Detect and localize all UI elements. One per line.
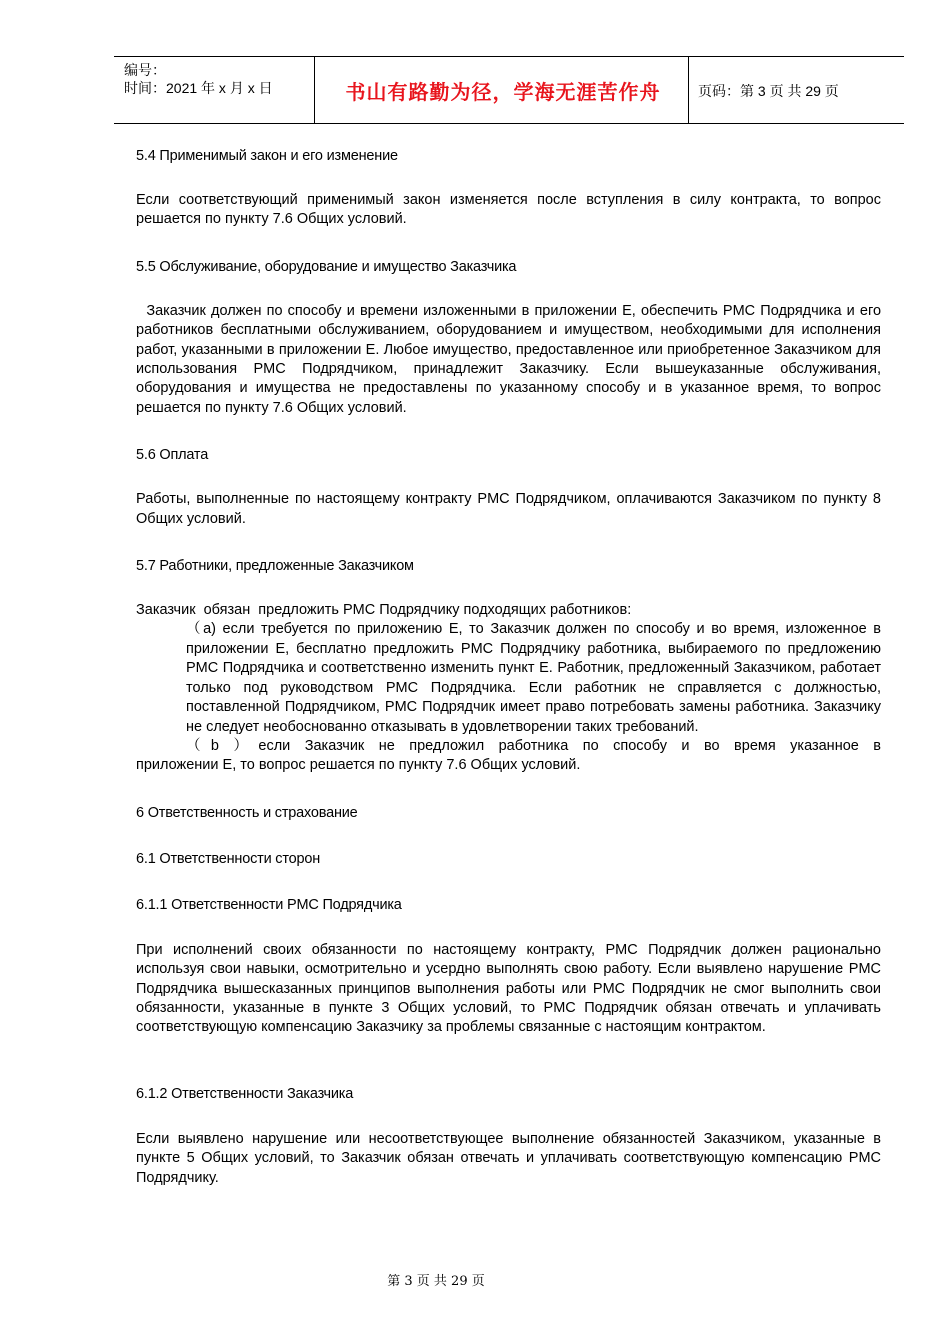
section-6-1-2-title: 6.1.2 Ответственности Заказчика: [136, 1085, 354, 1102]
section-5-6-title: 5.6 Оплата: [136, 447, 209, 464]
section-6-1-1-title: 6.1.1 Ответственности PMC Подрядчика: [136, 896, 402, 913]
header-table: [114, 56, 904, 124]
section-6-1-title: 6.1 Ответственности сторон: [136, 850, 321, 867]
section-5-7-title: 5.7 Работники, предложенные Заказчиком: [136, 558, 414, 575]
header-divider: [688, 57, 689, 123]
section-5-4-text: Если соответствующий применимый закон изменяется после вступления в силу контракта, то вопрос решается по пункту 7.6 Общих условий.: [136, 192, 881, 228]
time-label: 时间：2021 年 x 月 x 日: [124, 80, 273, 96]
section-6-title: 6 Ответственность и страхование: [136, 804, 358, 821]
section-6-1-2-text: Если выявлено нарушение или несоответствующее выполнение обязанностей Заказчиком, указанные в пункте 5 Общих условий, то Заказчик обязан отвечать и уплачивать соответствующую компенсацию PMC Подрядчику.: [136, 1130, 881, 1186]
section-5-4-title: 5.4 Применимый закон и его изменение: [136, 148, 398, 164]
header-page-label: 页码：第 3 页 共 29 页: [698, 83, 839, 99]
section-5-7-item-b-rest: приложении Е, то вопрос решается по пункту 7.6 Общих условий.: [136, 757, 581, 774]
section-5-7-intro: Заказчик обязан предложить PMC Подрядчику подходящих работников:: [136, 602, 632, 619]
number-label: 编号：: [124, 62, 166, 78]
section-5-6-text: Работы, выполненные по настоящему контракту PMC Подрядчиком, оплачиваются Заказчиком по пункту 8 Общих условий.: [136, 491, 881, 527]
section-5-5-text: Заказчик должен по способу и времени изложенными в приложении Е, обеспечить PMC Подрядчика и его работников бесплатными обслуживанием, оборудованием и имуществом, необходимыми для исполнения работ, указанными в приложении Е. Любое имущество, предоставленное или приобретенное Заказчиком для использования PMC Подрядчиком, принадлежит Заказчику. Если вышеуказанные обслуживания, оборудования и имущества не предоставлены по указанному способу и в указанное время, то вопрос решается по пункту 7.6 Общих условий.: [136, 302, 886, 416]
document-body: [136, 146, 886, 1188]
section-5-7-item-b-first: （b ）если Заказчик не предложил работника по способу и во время указанное в: [186, 737, 881, 754]
section-6-1-1-text: При исполнений своих обязанности по настоящему контракту, PMC Подрядчик должен рационально используя свои навыки, осмотрительно и усердно выполнять свою работу. Если выявлено нарушение PMC Подрядчика вышесказанных принципов выполнения работы или PMC Подрядчик не смог выполнить свои обязанности, указанные в пункте 3 Общих условий, то PMC Подрядчик обязан отвечать и уплачивать соответствующую компенсацию Заказчику за проблемы связанные с настоящим контрактом.: [136, 941, 881, 1036]
header-divider: [314, 57, 315, 123]
header-meta: [124, 61, 273, 97]
page-footer: 第 3 页 共 29 页: [387, 1274, 485, 1289]
section-5-7-item-a: （a) если требуется по приложению Е, то Заказчик должен по способу и во время, изложенное в приложении Е, бесплатно предложить PMC Подрядчику работника, выбираемого по предложению PMC Подрядчика и соответственно изменить пункт Е. Работник, предложенный Заказчиком, работает только под руководством PMC Подрядчика. Если работник не справляется с должностью, поставленной Подрядчиком, PMC Подрядчик имеет право потребовать замены работника. Заказчику не следует необоснованно отказывать в удовлетворении таких требований.: [186, 621, 881, 735]
section-5-5-title: 5.5 Обслуживание, оборудование и имущество Заказчика: [136, 258, 517, 275]
header-motto: 书山有路勤为径，学海无涯苦作舟: [345, 79, 661, 104]
